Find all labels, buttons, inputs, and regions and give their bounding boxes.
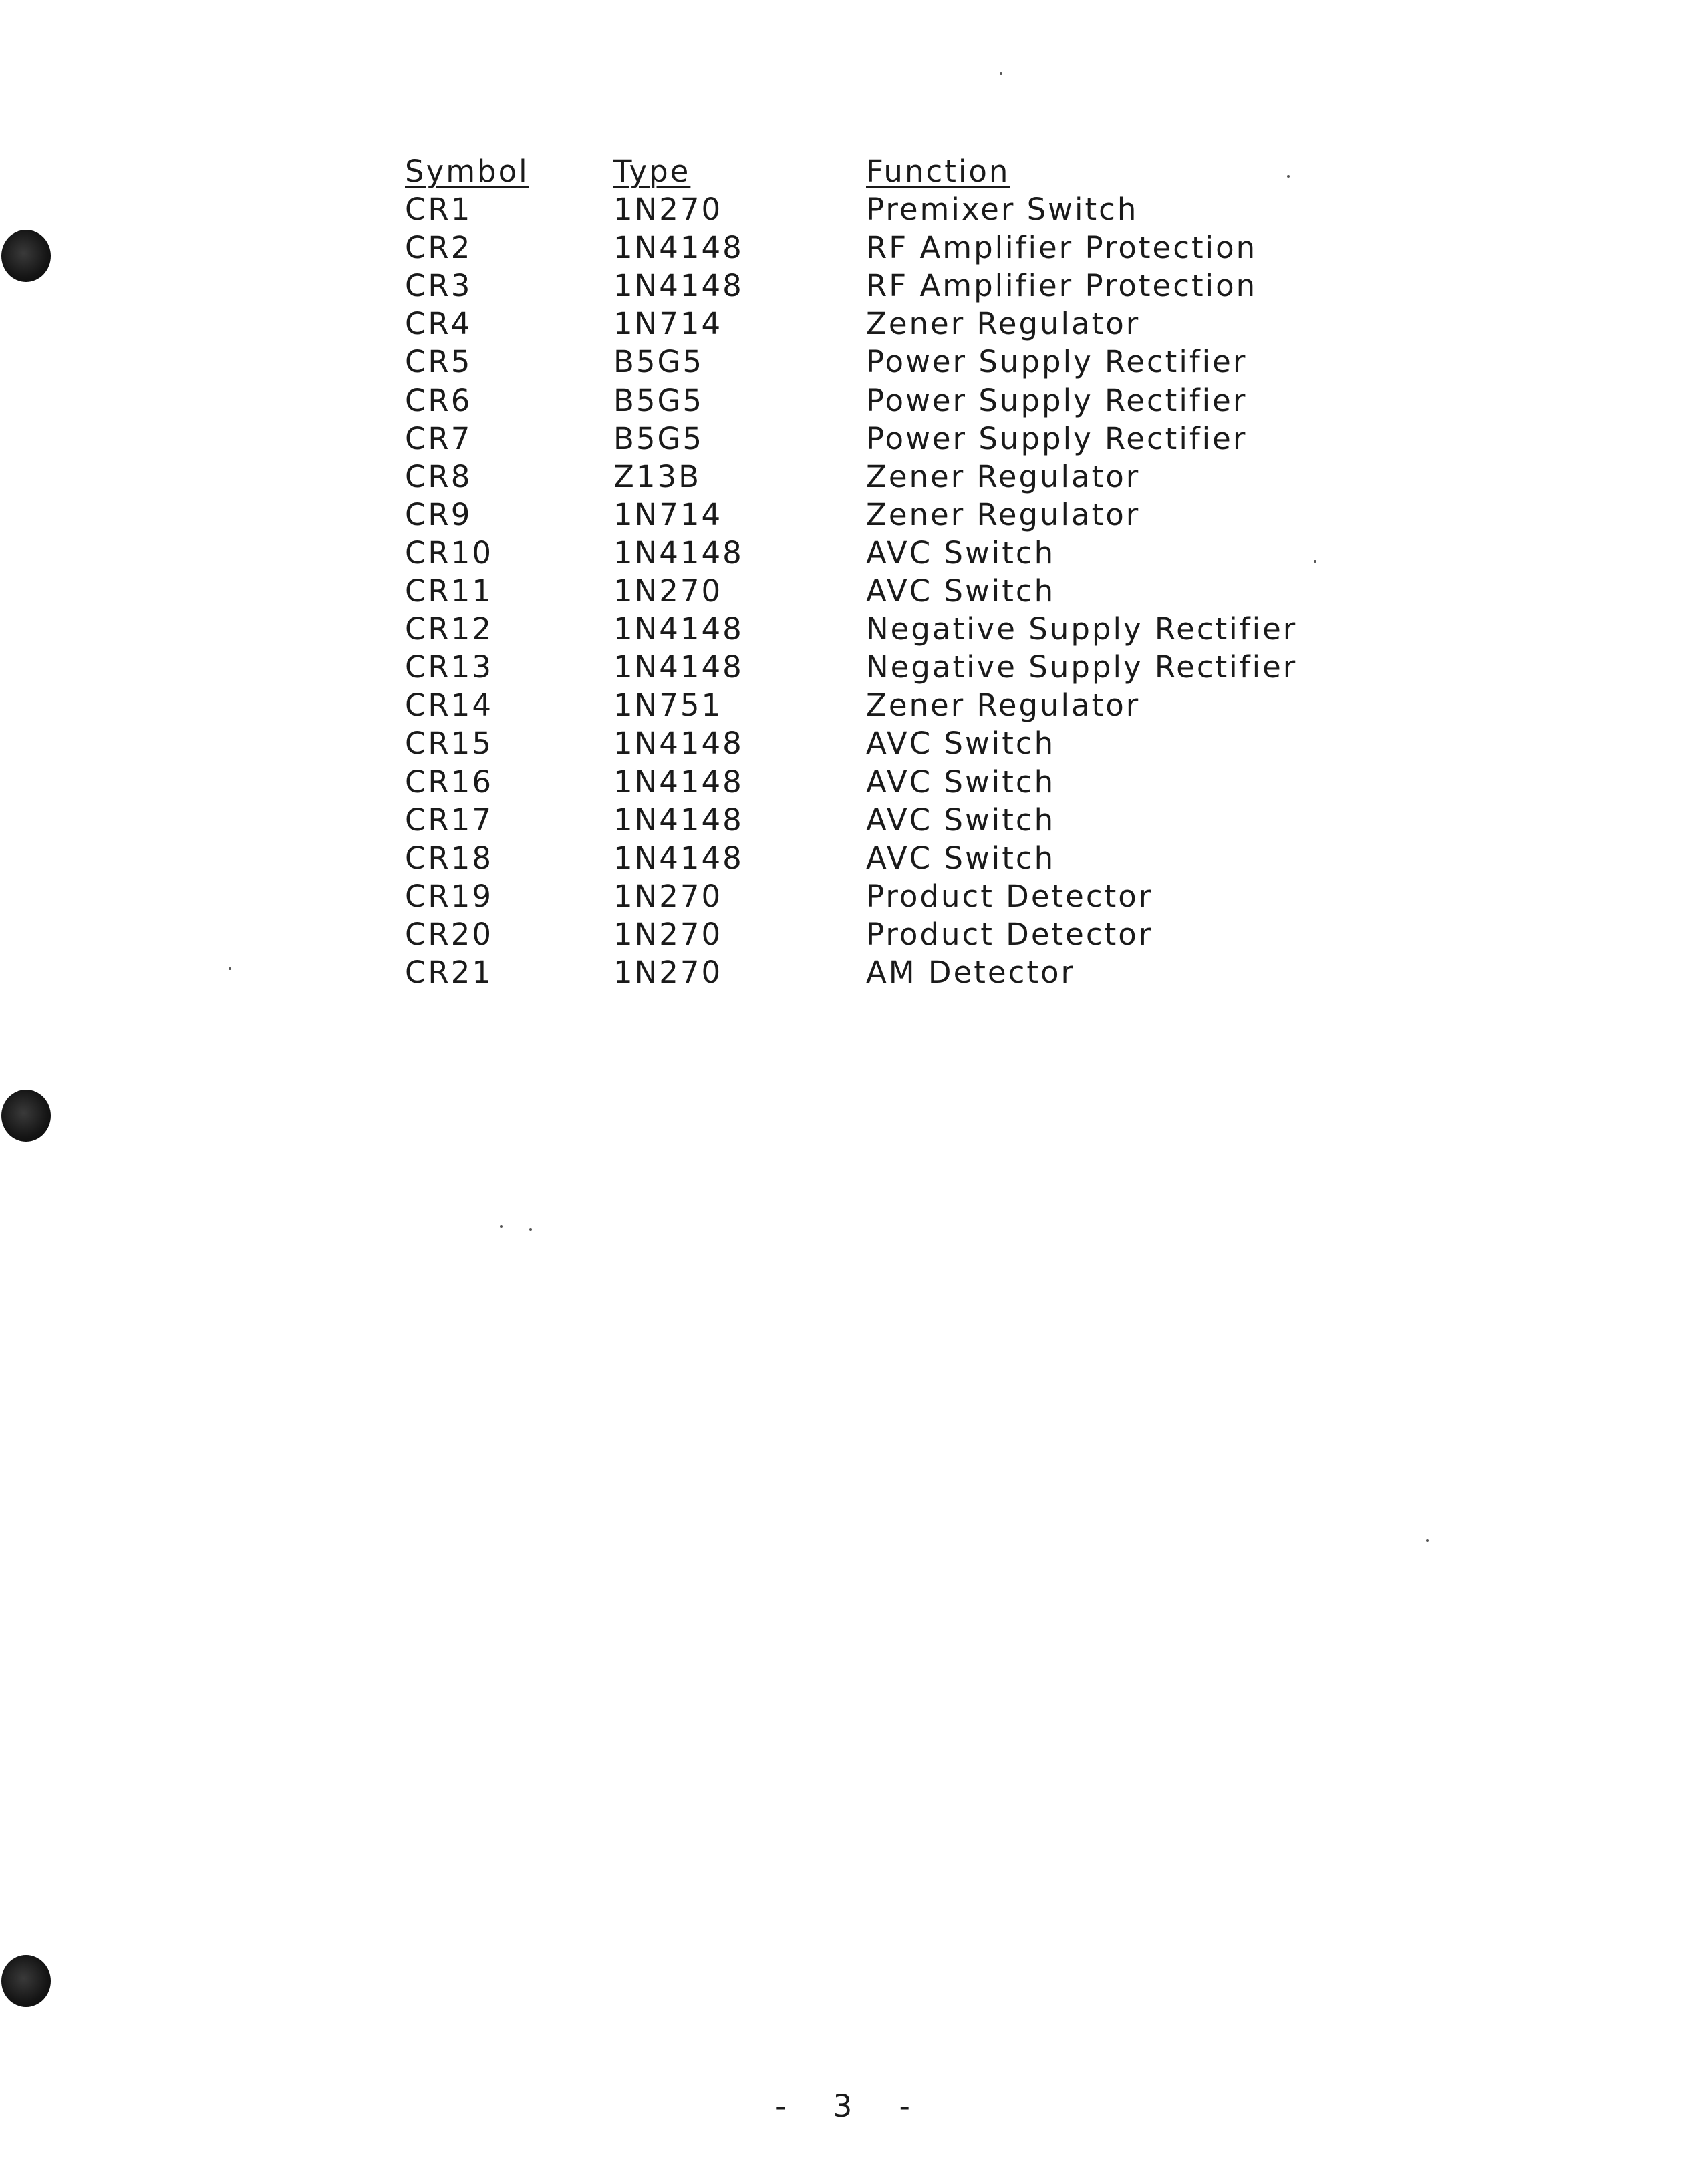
cell-function: Power Supply Rectifier <box>866 420 1248 456</box>
cell-function: Product Detector <box>866 916 1153 952</box>
cell-symbol: CR3 <box>405 268 472 304</box>
cell-function: Negative Supply Rectifier <box>866 649 1298 685</box>
cell-symbol: CR14 <box>405 687 493 724</box>
cell-symbol: CR15 <box>405 726 493 762</box>
cell-symbol: CR16 <box>405 764 493 800</box>
cell-function: AVC Switch <box>866 802 1056 838</box>
table-row <box>405 190 1340 228</box>
cell-type: 1N270 <box>613 878 723 914</box>
cell-symbol: CR8 <box>405 458 472 494</box>
scan-speck <box>529 1228 532 1231</box>
cell-symbol: CR9 <box>405 496 472 532</box>
cell-function: Product Detector <box>866 878 1153 914</box>
table-row <box>405 953 1340 991</box>
punch-hole <box>1 230 51 282</box>
table-row <box>405 915 1340 953</box>
cell-symbol: CR1 <box>405 192 472 228</box>
header-type: Type <box>613 154 691 189</box>
cell-type: 1N4148 <box>613 764 744 800</box>
cell-symbol: CR18 <box>405 840 493 876</box>
cell-function: Power Supply Rectifier <box>866 344 1248 380</box>
table-row <box>405 305 1340 343</box>
table-row <box>405 267 1340 305</box>
cell-symbol: CR17 <box>405 802 493 838</box>
cell-symbol: CR7 <box>405 420 472 456</box>
table-row <box>405 228 1340 267</box>
cell-function: RF Amplifier Protection <box>866 268 1258 304</box>
cell-symbol: CR12 <box>405 611 493 647</box>
scan-speck <box>1000 72 1002 75</box>
cell-function: AVC Switch <box>866 840 1056 876</box>
cell-type: 1N4148 <box>613 230 744 266</box>
cell-type: 1N270 <box>613 192 723 228</box>
cell-type: 1N4148 <box>613 611 744 647</box>
cell-symbol: CR20 <box>405 916 493 952</box>
cell-function: Zener Regulator <box>866 306 1141 342</box>
cell-function: AM Detector <box>866 954 1075 990</box>
cell-symbol: CR5 <box>405 344 472 380</box>
cell-type: B5G5 <box>613 344 704 380</box>
table-row <box>405 648 1340 686</box>
cell-type: 1N4148 <box>613 726 744 762</box>
table-body <box>405 190 1340 991</box>
table-row <box>405 877 1340 915</box>
table-row <box>405 686 1340 724</box>
cell-symbol: CR13 <box>405 649 493 685</box>
cell-function: AVC Switch <box>866 573 1056 609</box>
table-row <box>405 724 1340 762</box>
cell-symbol: CR19 <box>405 878 493 914</box>
header-symbol: Symbol <box>405 154 529 189</box>
table-row <box>405 343 1340 381</box>
cell-type: 1N714 <box>613 496 723 532</box>
cell-symbol: CR4 <box>405 306 472 342</box>
table-row <box>405 420 1340 458</box>
cell-function: Premixer Switch <box>866 192 1139 228</box>
table-row <box>405 496 1340 534</box>
scan-speck <box>229 967 231 970</box>
cell-type: 1N4148 <box>613 840 744 876</box>
cell-symbol: CR2 <box>405 230 472 266</box>
punch-hole <box>1 1955 51 2007</box>
cell-type: 1N270 <box>613 916 723 952</box>
cell-type: 1N270 <box>613 573 723 609</box>
table-row <box>405 801 1340 839</box>
cell-type: 1N4148 <box>613 649 744 685</box>
cell-symbol: CR11 <box>405 573 493 609</box>
cell-function: Zener Regulator <box>866 496 1141 532</box>
table-row <box>405 534 1340 572</box>
cell-type: 1N751 <box>613 687 723 724</box>
cell-type: 1N4148 <box>613 268 744 304</box>
cell-function: Negative Supply Rectifier <box>866 611 1298 647</box>
cell-type: 1N4148 <box>613 534 744 571</box>
cell-function: Zener Regulator <box>866 687 1141 724</box>
scan-speck <box>500 1225 503 1228</box>
cell-function: Power Supply Rectifier <box>866 382 1248 418</box>
diode-parts-table <box>405 152 1340 991</box>
table-row <box>405 610 1340 648</box>
table-header-row <box>405 152 1340 190</box>
cell-symbol: CR21 <box>405 954 493 990</box>
cell-function: AVC Switch <box>866 534 1056 571</box>
cell-function: RF Amplifier Protection <box>866 230 1258 266</box>
table-row <box>405 381 1340 420</box>
cell-type: 1N714 <box>613 306 723 342</box>
cell-type: 1N4148 <box>613 802 744 838</box>
scan-speck <box>1426 1539 1429 1542</box>
table-row <box>405 458 1340 496</box>
cell-type: B5G5 <box>613 382 704 418</box>
cell-symbol: CR6 <box>405 382 472 418</box>
punch-hole <box>1 1090 51 1142</box>
cell-type: B5G5 <box>613 420 704 456</box>
cell-symbol: CR10 <box>405 534 493 571</box>
table-row <box>405 763 1340 801</box>
cell-function: AVC Switch <box>866 764 1056 800</box>
cell-type: 1N270 <box>613 954 723 990</box>
table-row <box>405 839 1340 877</box>
cell-type: Z13B <box>613 458 701 494</box>
cell-function: Zener Regulator <box>866 458 1141 494</box>
header-function: Function <box>866 154 1010 189</box>
cell-function: AVC Switch <box>866 726 1056 762</box>
page-number: - 3 - <box>775 2088 929 2124</box>
table-row <box>405 572 1340 610</box>
